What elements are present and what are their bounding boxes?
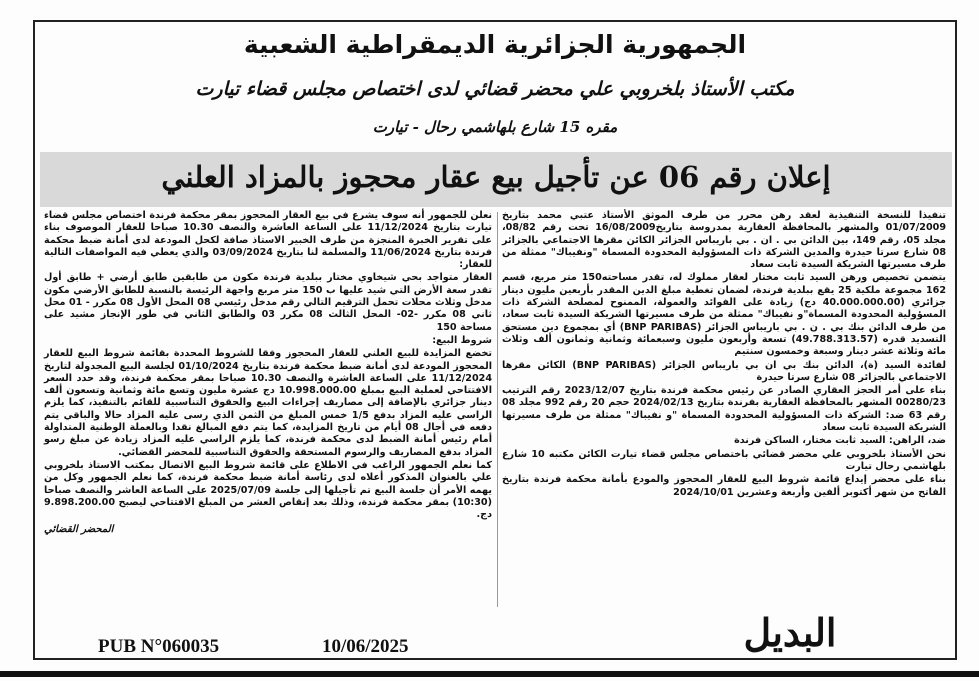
- office-heading: مكتب الأستاذ بلخروبي علي محضر قضائي لدى اختصاص مجلس قضاء تيارت: [195, 78, 795, 100]
- republic-heading: الجمهورية الجزائرية الديمقراطية الشعبية: [243, 30, 747, 59]
- paragraph: نعلن للجمهور أنه سوف يشرع في بيع العقار المحجوز بمقر محكمة فرندة اختصاص مجلس قضاء تيارت بتاريخ 11/12/2024 على الساعة العاشرة والنصف 10.30 صباحا للعقار الموصوف بناء على تقرير الخبرة المنجزة من طرف الخبير الاستاذ صافة لكحل المودعة لدى أمانة ضبط محكمة فرندة بتاريخ 11/06/2024 والمسلمة لنا بتاريخ 03/09/2024 والذي يعطي فيه المواصفات التالية للعقار:: [44, 210, 493, 271]
- bottom-rule: [0, 671, 979, 677]
- right-column: [502, 210, 946, 500]
- paragraph: لفائدة السيد (ة)، الدائن بنك بي ان بي باريباس الجزائر (BNP PARIBAS) الكائن مقرها الاجتماعي بالجزائر 08 شارع سرتا حيدرة: [502, 359, 946, 383]
- paragraph: شروط البيع:: [432, 334, 492, 346]
- paragraph: ضد، الراهن: السيد ثابت مختار، الساكن فرندة: [734, 435, 946, 447]
- paragraph: بناء على محضر إيداع قائمة شروط البيع للعقار المحجوز والمودع بأمانة محكمة فرندة بتاريخ الفاتح من شهر أكتوبر ألفين وأربعة وعشرين 2024/10/01: [502, 474, 946, 498]
- column-divider: [497, 212, 498, 607]
- paragraph: العقار متواجد بحي شيخاوي مختار ببلدية فرندة مكون من طابقين طابق أرضي + طابق أول تقدر سعة الأرض التي شيد عليها ب 150 متر مربع واجهة الرئيسة بالنسبة للطابق الأرضي مكون مدخل وثلاث محلات تحمل الترقيم التالي رقم مدخل رئيسي 08 المحل الأول 08 مكرر - 01 محل ثاني 08 مكرر -02- المحل الثالث 08 مكرر 03 والطابق الثاني في طور الإنجاز مشيد على مساحة 150: [44, 272, 493, 333]
- paragraph: كما نعلم الجمهور الراغب في الاطلاع على قائمة شروط البيع الاتصال بمكتب الاستاذ بلخروبي علي بالعنوان المذكور أعلاه لدى رئاسة أمانة ضبط محكمة فرندة، كما نعلم الجمهور وكل من يهمه الأمر أن جلسة البيع تم تأجيلها إلى جلسة 2025/07/09 على الساعة العاشر والنصف صباحا (10:30) بمقر محكمة فرندة، وذلك بعد إنقاص العشر من المبلغ الافتتاحي ليصبح 9.898.200.00 دج.: [44, 459, 492, 521]
- signature: المحضر القضائي: [44, 524, 114, 536]
- publication-number: PUB N°060035: [98, 636, 220, 657]
- paragraph: نحن الأستاذ بلخروبي علي محضر قضائي باختصاص مجلس قضاء تيارت الكائن مكتبه 10 شارع بلهاشمي رحال تيارت: [502, 448, 946, 472]
- notice-title: إعلان رقم 06 عن تأجيل بيع عقار محجوز بالمزاد العلني: [161, 160, 831, 194]
- paragraph: تخضع المزايدة للبيع العلني للعقار المحجوز وفقا للشروط المحددة بقائمة شروط البيع للعقار المحجوز المودعة لدى أمانة ضبط محكمة فرندة بتاريخ 01/10/2024 لجلسة البيع المجدولة لتاريخ 11/12/2024 على الساعة العاشرة والنصف 10.30 صباحا بمقر محكمة فرندة، وقد حدد السعر الافتتاحي لعملية البيع بمبلغ 10.998.000.00 دج عشرة مليون وتسع مائة وثمانية وتسعون ألف دينار جزائري بالإضافة إلى مصاريف إجراءات البيع والحقوق التناسبية للقائم بالتنفيذ، كما يلزم الراسي عليه المزاد بدفع 1/5 خمس المبلغ من الثمن الذي رسى عليه المزاد حالا والباقي يتم دفعه في أجال 08 أيام من تاريخ المزايدة، كما يتم دفع المبالغ نقدا وبالعملة الوطنية المتداولة أمام رئيس أمانة الضبط لدى محكمة فرندة، كما يلزم الراسي عليه المزاد زيادة عن مبلغ رسو المزاد بدفع المصاريف والرسوم المستحقة والحقوق التناسبية للمحضر القضائي.: [44, 348, 493, 458]
- newspaper-logo-text: البديل: [743, 610, 837, 655]
- paragraph: بناء على أمر الحجز العقاري الصادر عن رئيس محكمة فرندة بتاريخ 2023/12/07 رقم الترتيب 00280/23 المشهر بالمحافظة العقارية بفرندة بتاريخ 2024/02/13 حجم 20 رقم 992 مجلد 08 رقم 63 ضد: الشركة ذات المسؤولية المحدودة المسماة "و نفيباك" ممثلة من طرف مسيرتها الشريكة السيدة ثابت سعاد: [502, 385, 946, 434]
- publication-date: 10/06/2025: [322, 636, 409, 657]
- paragraph: تنفيذا للنسخة التنفيذية لعقد رهن محرر من طرف الموثق الأستاذ عتبي محمد بتاريخ 01/07/2009 والمشهر بالمحافظة العقارية بمدروسة بتاريخ16/08/2009 تحت رقم 08/82، مجلد 05، رقم 149، بين الدائن بي . ان . بي باريباس الجزائر الكائن مقرها الاجتماعي بالجزائر 08 شارع سرتا حيدرة والمدين الشركة ذات المسؤولية المحدودة المسماة "ونفيباك" ممثلة من طرف مسيرتها الشريكة السيدة ثابت سعاد: [502, 210, 946, 271]
- office-address: مقره 15 شارع بلهاشمي رحال - تيارت: [372, 118, 618, 136]
- paragraph: يتضمن تخصيص ورهن السيد ثابت مختار لعقار مملوك له، تقدر مساحته150 متر مربع، قسم 162 مجموعة ملكية 25 يقع ببلدية فرندة، لضمان تغطية مبلغ الدين المقدر بأربعين مليون دينار جزائري (40.000.000.00 دج) زيادة على الفوائد والعمولة، الممنوح لمصلحة الشركة ذات المسؤولية المحدودة المسماة"و نفيباك" ممثلة من طرف مسيرتها الشريكة السيدة ثابت سعاد، من طرف الدائن بنك بي . ن . بي باريباس الجزائر (BNP PARIBAS) أي بمجموع دين مستحق التسديد قدره (49.788.313.57) تسعة وأربعون مليون وسبعمائة وثمانية وثمانون ألف وثلاث مائة وثلاثة عشر دينار وسبعة وخمسون سنتيم: [502, 272, 946, 358]
- left-column: [44, 210, 492, 537]
- title-banner: [40, 152, 952, 207]
